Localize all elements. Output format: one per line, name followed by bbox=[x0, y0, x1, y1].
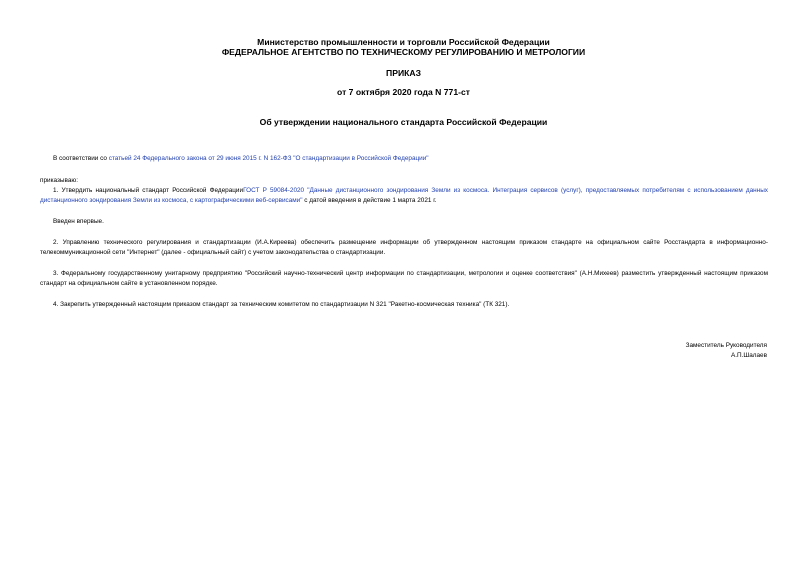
introduced-note: Введен впервые. bbox=[53, 218, 104, 225]
ministry-heading: Министерство промышленности и торговли Российской Федерации bbox=[257, 37, 550, 47]
doc-type-heading: ПРИКАЗ bbox=[386, 68, 421, 78]
agency-heading: ФЕДЕРАЛЬНОЕ АГЕНТСТВО ПО ТЕХНИЧЕСКОМУ РЕГУЛИРОВАНИЮ И МЕТРОЛОГИИ bbox=[221, 47, 586, 57]
order-word: приказываю: bbox=[40, 177, 78, 184]
item4-paragraph: 4. Закрепить утвержденный настоящим приказом стандарт за техническим комитетом по стандартизации N 321 "Ракетно-космическая техника" (ТК 321). bbox=[53, 301, 510, 308]
item3-paragraph: 3. Федеральному государственному унитарному предприятию "Российский научно-технический центр информации по стандартизации, метрологии и оценке соответствия" (А.Н.Михеев) разместить утвержденный настоящим приказом стандарт на официальном сайте в установленном порядке. bbox=[40, 270, 768, 287]
preamble-text: В соответствии со bbox=[53, 155, 109, 162]
signatory-position: Заместитель Руководителя bbox=[685, 342, 767, 349]
item1-text: 1. Утвердить национальный стандарт Российской Федерации bbox=[53, 187, 244, 194]
item2-paragraph: 2. Управлению технического регулирования и стандартизации (И.А.Киреева) обеспечить размещение информации об утвержденном настоящим приказом стандарте на официальном сайте Росстандарта в информационно-телекоммуникационной сети "Интернет" (далее - официальный сайт) с учетом законодательства о стандартизации. bbox=[40, 239, 768, 256]
law-reference-link[interactable]: статьей 24 Федерального закона от 29 июня 2015 г. N 162-ФЗ "О стандартизации в Российской Федерации" bbox=[108, 155, 429, 162]
date-number-heading: от 7 октября 2020 года N 771-ст bbox=[337, 87, 470, 97]
item1-paragraph bbox=[40, 186, 768, 206]
item1-tail: с датой введения в действие 1 марта 2021 г. bbox=[302, 197, 437, 204]
signatory-name: А.П.Шалаев bbox=[730, 352, 767, 359]
gost-standard-link[interactable]: ГОСТ Р 59084-2020 "Данные дистанционного зондирования Земли из космоса. Интеграция сервисов (услуг), предоставляемых потребителям с использованием данных дистанционного зондирования Земли из космоса, с картографическими веб-сервисами" bbox=[40, 187, 768, 204]
preamble-paragraph bbox=[40, 154, 768, 164]
document-title: Об утверждении национального стандарта Российской Федерации bbox=[259, 117, 548, 127]
